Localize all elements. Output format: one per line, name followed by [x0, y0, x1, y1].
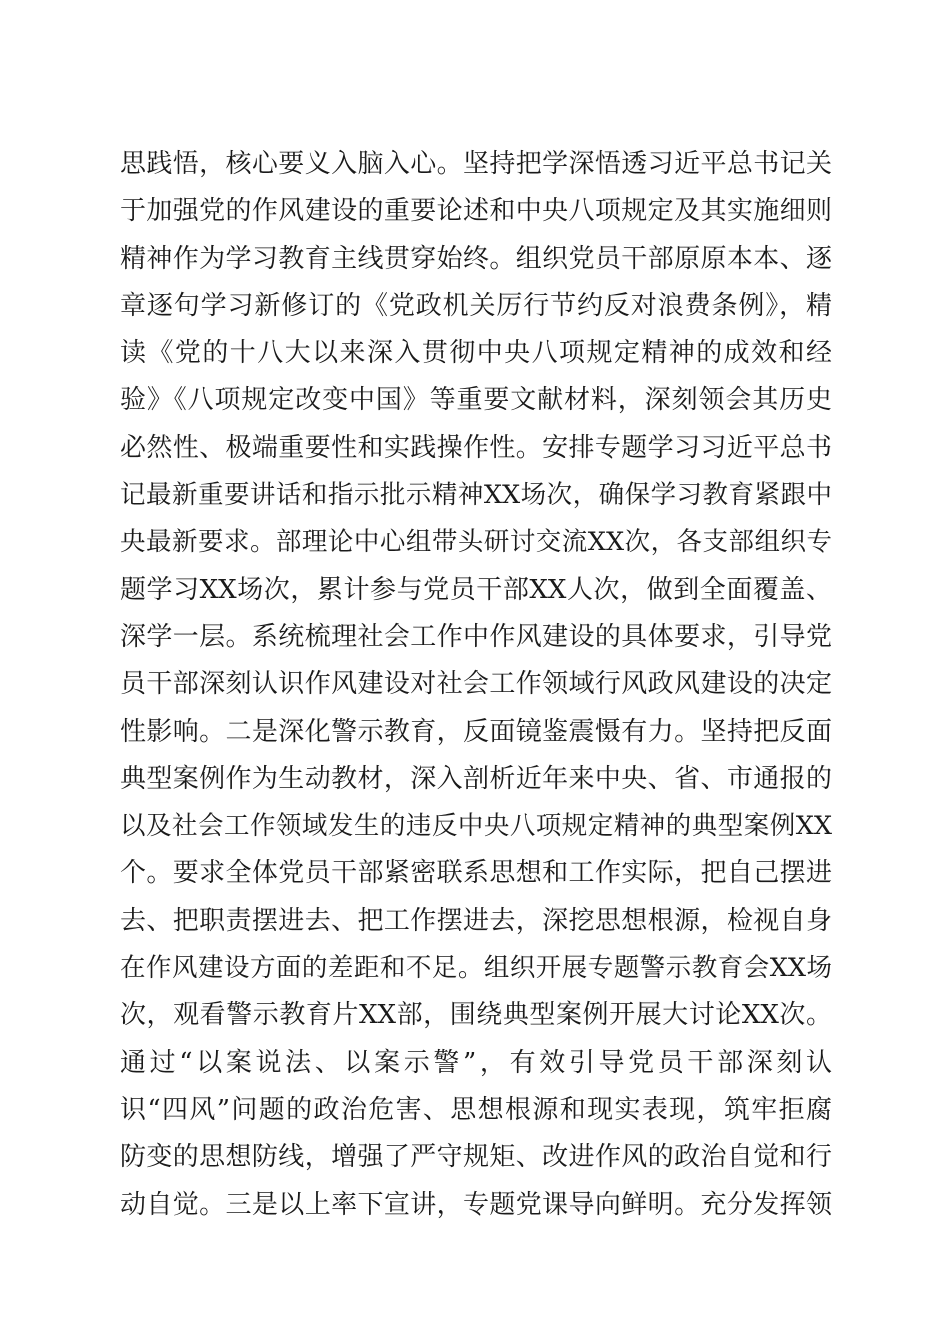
text-line: 章逐句学习新修订的《党政机关厉行节约反对浪费条例》，精: [120, 290, 832, 321]
text-line: 个。要求全体党员干部紧密联系思想和工作实际，把自己摆进: [120, 858, 832, 889]
text-line: 思践悟，核心要义入脑入心。坚持把学深悟透习近平总书记关: [120, 149, 832, 179]
text-line: 去、把职责摆进去、把工作摆进去，深挖思想根源，检视自身: [120, 905, 832, 936]
text-line: 深学一层。系统梳理社会工作中作风建设的具体要求，引导党: [120, 621, 832, 652]
text-line: 以及社会工作领域发生的违反中央八项规定精神的典型案例XX: [120, 811, 832, 842]
text-line: 识“四风”问题的政治危害、思想根源和现实表现，筑牢拒腐: [120, 1094, 832, 1125]
text-line: 典型案例作为生动教材，深入剖析近年来中央、省、市通报的: [120, 763, 832, 794]
text-line: 性影响。二是深化警示教育，反面镜鉴震慑有力。坚持把反面: [120, 716, 832, 747]
text-line: 通过“以案说法、以案示警”，有效引导党员干部深刻认: [120, 1047, 832, 1078]
text-line: 员干部深刻认识作风建设对社会工作领域行风政风建设的决定: [120, 669, 832, 700]
text-line: 读《党的十八大以来深入贯彻中央八项规定精神的成效和经: [120, 338, 832, 369]
text-line: 记最新重要讲话和指示批示精神XX场次，确保学习教育紧跟中: [120, 480, 832, 511]
text-line: 央最新要求。部理论中心组带头研讨交流XX次，各支部组织专: [120, 527, 832, 558]
text-line: 防变的思想防线，增强了严守规矩、改进作风的政治自觉和行: [120, 1142, 832, 1173]
text-line: 于加强党的作风建设的重要论述和中央八项规定及其实施细则: [120, 196, 832, 227]
text-line: 次，观看警示教育片XX部，围绕典型案例开展大讨论XX次。: [120, 1000, 832, 1031]
text-line: 在作风建设方面的差距和不足。组织开展专题警示教育会XX场: [120, 953, 832, 984]
text-line: 精神作为学习教育主线贯穿始终。组织党员干部原原本本、逐: [120, 243, 832, 274]
body-paragraph: [120, 141, 832, 1229]
text-line: 动自觉。三是以上率下宣讲，专题党课导向鲜明。充分发挥领: [120, 1189, 832, 1220]
text-line: 题学习XX场次，累计参与党员干部XX人次，做到全面覆盖、: [120, 574, 832, 605]
text-line: 验》《八项规定改变中国》等重要文献材料，深刻领会其历史: [120, 385, 832, 416]
text-line: 必然性、极端重要性和实践操作性。安排专题学习习近平总书: [120, 432, 832, 463]
